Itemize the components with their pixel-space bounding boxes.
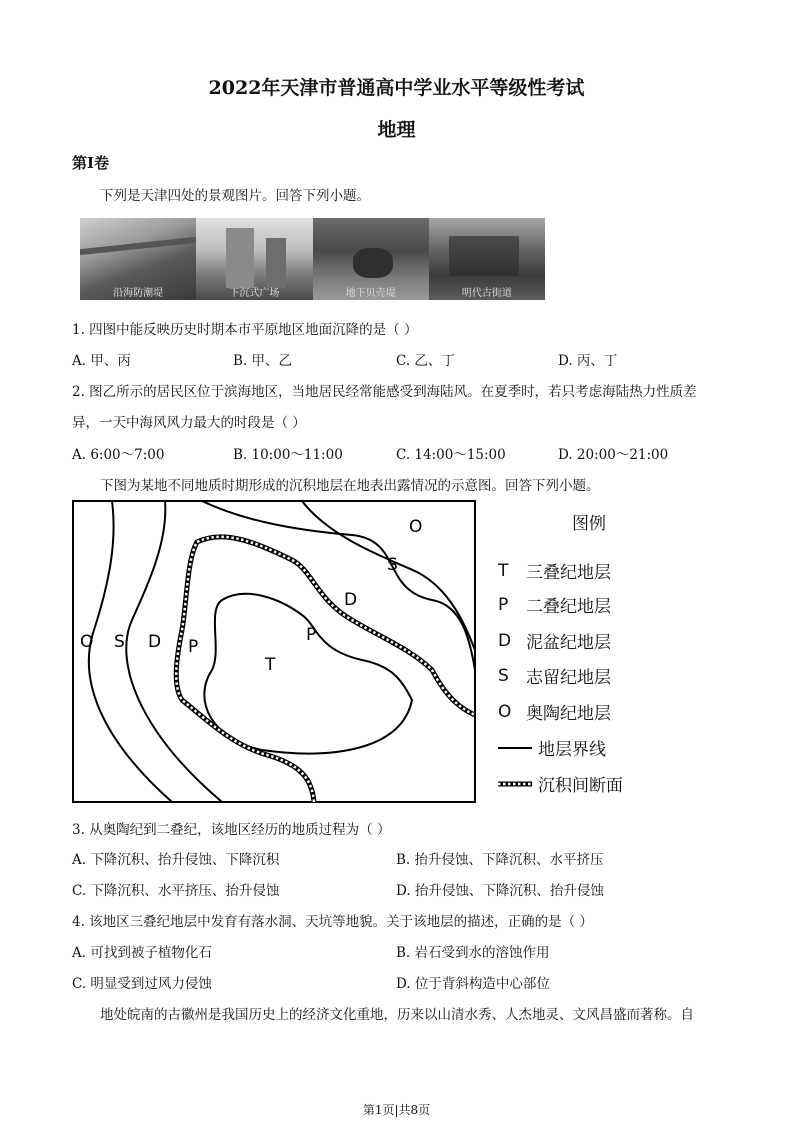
q3-option-c: C. 下降沉积、水平挤压、抬升侵蚀 (72, 883, 280, 899)
q4-option-a: A. 可找到被子植物化石 (72, 945, 212, 961)
legend-label: 泥盆纪地层 (526, 633, 611, 653)
label-t-center: T (265, 655, 276, 675)
q3-option-a: A. 下降沉积、抬升侵蚀、下降沉积 (72, 852, 280, 868)
q2-stem-line2: 异，一天中海风风力最大的时段是（ ） (72, 415, 306, 431)
photo-caption: 沿海防潮堤 (113, 288, 164, 299)
q1-stem: 1. 四图中能反映历史时期本市平原地区地面沉降的是（ ） (72, 322, 418, 338)
q1-option-d: D. 丙、丁 (558, 353, 618, 369)
q2-stem-line1: 2. 图乙所示的居民区位于滨海地区，当地居民经常能感受到海陆风。在夏季时，若只考虑海陆热力性质差 (72, 384, 697, 400)
q2-option-a: A. 6:00～7:00 (72, 447, 165, 463)
label-o-left: O (80, 632, 94, 652)
legend-item-t (498, 558, 611, 583)
legend-symbol: T (498, 560, 509, 581)
q2-option-b: B. 10:00～11:00 (233, 447, 343, 463)
q3-stem: 3. 从奥陶纪到二叠纪，该地区经历的地质过程为（ ） (72, 822, 391, 838)
q2-option-c: C. 14:00～15:00 (396, 447, 506, 463)
q1-option-a: A. 甲、丙 (72, 353, 131, 369)
legend-symbol: O (498, 701, 512, 722)
legend-label: 二叠纪地层 (526, 597, 611, 617)
legend-item-d (498, 628, 611, 653)
q4-option-d: D. 位于背斜构造中心部位 (396, 976, 550, 992)
q2-option-d: D. 20:00～21:00 (558, 447, 669, 463)
intro-text-2: 下图为某地不同地质时期形成的沉积地层在地表出露情况的示意图。回答下列小题。 (100, 478, 600, 494)
legend-symbol: P (498, 594, 509, 615)
intro-text-3: 地处皖南的古徽州是我国历史上的经济文化重地，历来以山清水秀、人杰地灵、文风昌盛而著称。自 (100, 1007, 694, 1023)
photo-caption: 下沉式广场 (229, 288, 280, 299)
legend-title: 图例 (572, 514, 606, 534)
label-s-top: S (387, 555, 398, 575)
subject-title: 地理 (377, 119, 416, 141)
landscape-photo-strip (80, 218, 545, 300)
label-o-top: O (409, 517, 423, 537)
solid-line-icon (498, 743, 532, 753)
geologic-strata-map (72, 500, 477, 804)
q4-option-b: B. 岩石受到水的溶蚀作用 (396, 945, 550, 961)
label-p-left: P (188, 637, 199, 657)
photo-seawall (80, 218, 196, 300)
legend-symbol: D (498, 630, 512, 651)
q4-stem: 4. 该地区三叠纪地层中发育有落水洞、天坑等地貌。关于该地层的描述，正确的是（ ） (72, 914, 593, 930)
legend-item-o (498, 699, 611, 724)
photo-shell-bank (313, 218, 429, 300)
legend-item-s (498, 663, 611, 688)
label-s-left: S (114, 632, 125, 652)
dotted-line-icon (498, 779, 532, 789)
q3-option-d: D. 抬升侵蚀、下降沉积、抬升侵蚀 (396, 883, 604, 899)
legend-symbol: S (498, 665, 509, 686)
q3-option-b: B. 抬升侵蚀、下降沉积、水平挤压 (396, 852, 604, 868)
photo-caption: 明代古街道 (461, 288, 512, 299)
section-label: 第I卷 (72, 154, 110, 172)
photo-sunken-plaza (196, 218, 312, 300)
page-footer: 第1页|共8页 (362, 1103, 431, 1117)
q4-option-c: C. 明显受到过风力侵蚀 (72, 976, 212, 992)
label-p-right: P (306, 625, 317, 645)
legend-label: 志留纪地层 (526, 668, 611, 688)
map-legend (498, 505, 648, 805)
q1-option-b: B. 甲、乙 (233, 353, 293, 369)
legend-item-unconformity (498, 771, 623, 796)
photo-caption: 地下贝壳堤 (345, 288, 396, 299)
photo-ming-street (429, 218, 545, 300)
legend-label: 地层界线 (538, 740, 606, 760)
label-d-right: D (344, 590, 358, 610)
legend-label: 奥陶纪地层 (526, 704, 611, 724)
q1-option-c: C. 乙、丁 (396, 353, 455, 369)
legend-item-boundary (498, 735, 606, 760)
legend-label: 三叠纪地层 (526, 563, 611, 583)
legend-label: 沉积间断面 (538, 776, 623, 796)
label-d-left: D (148, 632, 162, 652)
intro-text-1: 下列是天津四处的景观图片。回答下列小题。 (100, 188, 370, 204)
legend-item-p (498, 592, 611, 617)
exam-title: 2022年天津市普通高中学业水平等级性考试 (208, 77, 585, 99)
